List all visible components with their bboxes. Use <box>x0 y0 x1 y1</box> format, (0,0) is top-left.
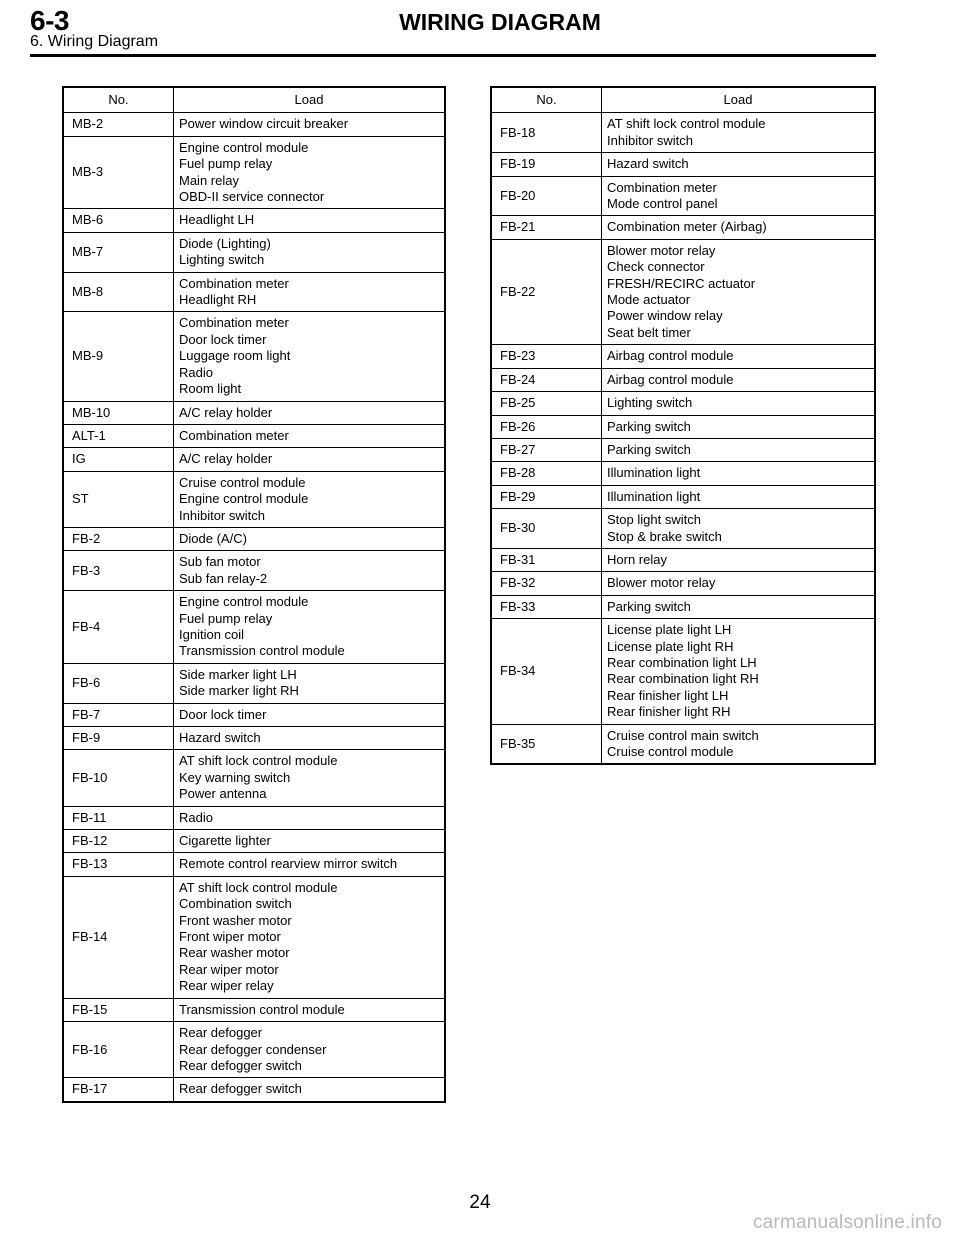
table-row <box>63 750 445 806</box>
fuse-number: FB-32 <box>491 572 602 595</box>
table-row <box>63 312 445 401</box>
fuse-number: FB-23 <box>491 345 602 368</box>
fuse-number: FB-18 <box>491 113 602 153</box>
load-list <box>602 216 876 239</box>
load-item: Combination meter <box>179 315 289 331</box>
table-row <box>63 998 445 1021</box>
fuse-number: FB-4 <box>63 591 174 664</box>
fuse-number: MB-10 <box>63 401 174 424</box>
load-item: Side marker light RH <box>179 683 299 699</box>
load-list <box>602 368 876 391</box>
load-item: Parking switch <box>607 418 691 434</box>
load-item: AT shift lock control module <box>179 753 338 769</box>
load-item: Power window relay <box>607 308 723 324</box>
load-item: Combination meter <box>179 275 289 291</box>
fuse-number: FB-27 <box>491 438 602 461</box>
load-item: Mode control panel <box>607 196 718 212</box>
section-subtitle: 6. Wiring Diagram <box>30 33 159 50</box>
load-item: OBD-II service connector <box>179 189 325 205</box>
load-item: Engine control module <box>179 594 309 610</box>
table-row <box>63 853 445 876</box>
fuse-number: MB-2 <box>63 113 174 136</box>
load-item: Combination meter <box>607 179 717 195</box>
fuse-number: FB-15 <box>63 998 174 1021</box>
load-item: Combination meter (Airbag) <box>607 219 767 235</box>
table-row <box>491 239 875 344</box>
table-row <box>491 415 875 438</box>
table-row <box>491 345 875 368</box>
load-list <box>602 462 876 485</box>
table-row <box>63 471 445 527</box>
fuse-number: FB-28 <box>491 462 602 485</box>
fuse-number: IG <box>63 448 174 471</box>
load-list <box>602 415 876 438</box>
fuse-number: FB-34 <box>491 619 602 724</box>
load-list <box>174 551 446 591</box>
fuse-number: FB-16 <box>63 1022 174 1078</box>
load-list <box>174 312 446 401</box>
load-item: Rear finisher light LH <box>607 687 729 703</box>
table-row <box>491 153 875 176</box>
load-item: Transmission control module <box>179 643 345 659</box>
fuse-number: FB-19 <box>491 153 602 176</box>
right-table-body <box>491 113 875 765</box>
load-item: License plate light RH <box>607 638 734 654</box>
load-item: Door lock timer <box>179 331 267 347</box>
load-list <box>174 272 446 312</box>
fuse-number: FB-6 <box>63 663 174 703</box>
load-list <box>602 619 876 724</box>
table-row <box>491 462 875 485</box>
load-item: Key warning switch <box>179 769 291 785</box>
table-header-row <box>63 87 445 113</box>
load-list <box>174 830 446 853</box>
load-item: Diode (Lighting) <box>179 235 271 251</box>
load-item: Door lock timer <box>179 706 267 722</box>
load-list <box>174 806 446 829</box>
load-item: Airbag control module <box>607 371 734 387</box>
column-header-load: Load <box>174 87 446 113</box>
load-item: Rear wiper motor <box>179 961 279 977</box>
load-list <box>174 136 446 209</box>
fuse-number: FB-24 <box>491 368 602 391</box>
load-item: Headlight LH <box>179 212 255 228</box>
load-item: Rear wiper relay <box>179 978 274 994</box>
load-item: License plate light LH <box>607 622 732 638</box>
fuse-number: MB-3 <box>63 136 174 209</box>
load-item: Rear washer motor <box>179 945 290 961</box>
load-item: Sub fan motor <box>179 554 261 570</box>
fuse-number: ALT-1 <box>63 424 174 447</box>
load-list <box>174 401 446 424</box>
table-row <box>63 806 445 829</box>
load-item: Stop light switch <box>607 512 701 528</box>
table-row <box>63 876 445 998</box>
load-item: Main relay <box>179 172 239 188</box>
table-row <box>63 232 445 272</box>
load-item: Mode actuator <box>607 292 691 308</box>
column-header-no: No. <box>63 87 174 113</box>
load-item: Side marker light LH <box>179 666 297 682</box>
table-row <box>63 703 445 726</box>
table-row <box>491 509 875 549</box>
load-item: Blower motor relay <box>607 242 716 258</box>
load-item: Hazard switch <box>179 730 261 745</box>
fuse-number: FB-14 <box>63 876 174 998</box>
load-list <box>174 1022 446 1078</box>
load-item: Cigarette lighter <box>179 833 271 849</box>
table-row <box>63 551 445 591</box>
load-item: AT shift lock control module <box>607 116 766 132</box>
fuse-number: MB-8 <box>63 272 174 312</box>
load-item: Parking switch <box>607 441 691 457</box>
load-item: Rear defogger condenser <box>179 1041 327 1057</box>
fuse-number: FB-30 <box>491 509 602 549</box>
load-item: Rear defogger switch <box>179 1081 302 1097</box>
load-item: Rear combination light RH <box>607 671 759 687</box>
section-code: 6-3 <box>30 5 69 36</box>
load-list <box>602 153 876 176</box>
table-row <box>491 176 875 216</box>
load-list <box>602 485 876 508</box>
load-list <box>174 113 446 136</box>
table-row <box>63 591 445 664</box>
load-item: Illumination light <box>607 465 701 481</box>
load-item: Cruise control main switch <box>607 727 759 743</box>
load-list <box>174 448 446 471</box>
load-list <box>174 527 446 550</box>
load-item: Stop & brake switch <box>607 528 722 544</box>
table-row <box>63 209 445 232</box>
load-item: Engine control module <box>179 139 309 155</box>
load-item: Power antenna <box>179 786 267 802</box>
table-row <box>63 1022 445 1078</box>
table-row <box>491 485 875 508</box>
load-list <box>602 509 876 549</box>
table-row <box>63 1078 445 1102</box>
load-item: Front washer motor <box>179 912 292 928</box>
fuse-number: FB-12 <box>63 830 174 853</box>
load-list <box>602 572 876 595</box>
load-list <box>602 239 876 344</box>
load-list <box>174 424 446 447</box>
load-item: Check connector <box>607 259 705 275</box>
fuse-number: MB-6 <box>63 209 174 232</box>
load-item: Illumination light <box>607 488 701 504</box>
load-item: Hazard switch <box>607 156 689 172</box>
load-list <box>174 750 446 806</box>
fuse-number: FB-22 <box>491 239 602 344</box>
right-load-table <box>490 86 876 765</box>
load-list <box>602 724 876 764</box>
load-list <box>174 876 446 998</box>
load-list <box>174 232 446 272</box>
load-item: Transmission control module <box>179 1001 345 1017</box>
load-list <box>174 853 446 876</box>
load-list <box>174 471 446 527</box>
fuse-number: MB-9 <box>63 312 174 401</box>
load-item: Rear defogger <box>179 1025 263 1041</box>
table-row <box>63 830 445 853</box>
load-item: Power window circuit breaker <box>179 116 349 132</box>
table-row <box>63 448 445 471</box>
fuse-number: ST <box>63 471 174 527</box>
load-item: Headlight RH <box>179 292 257 308</box>
load-list <box>174 209 446 232</box>
fuse-number: FB-13 <box>63 853 174 876</box>
load-item: Blower motor relay <box>607 575 716 591</box>
load-item: Ignition coil <box>179 626 245 642</box>
table-row <box>491 392 875 415</box>
table-row <box>491 113 875 153</box>
load-item: Room light <box>179 381 242 397</box>
fuse-number: FB-20 <box>491 176 602 216</box>
load-item: AT shift lock control module <box>179 879 338 895</box>
table-row <box>491 572 875 595</box>
left-load-table <box>62 86 446 1103</box>
load-item: Lighting switch <box>179 252 265 268</box>
load-list <box>174 703 446 726</box>
header-rule <box>30 54 876 57</box>
fuse-number: FB-31 <box>491 548 602 571</box>
load-item: Airbag control module <box>607 348 734 364</box>
load-list <box>174 663 446 703</box>
fuse-number: FB-7 <box>63 703 174 726</box>
load-item: Inhibitor switch <box>607 132 693 148</box>
fuse-number: FB-35 <box>491 724 602 764</box>
fuse-number: FB-33 <box>491 595 602 618</box>
table-row <box>491 595 875 618</box>
table-row <box>491 724 875 764</box>
load-item: Rear combination light LH <box>607 654 757 670</box>
load-list <box>174 1078 446 1102</box>
table-row <box>491 619 875 724</box>
load-item: Rear finisher light RH <box>607 704 731 720</box>
table-row <box>491 438 875 461</box>
page-title: WIRING DIAGRAM <box>399 9 601 35</box>
table-row <box>491 216 875 239</box>
table-row <box>63 272 445 312</box>
load-item: A/C relay holder <box>179 404 273 420</box>
load-item: Diode (A/C) <box>179 530 247 546</box>
column-header-load: Load <box>602 87 876 113</box>
load-item: Fuel pump relay <box>179 610 273 626</box>
load-item: Combination meter <box>179 427 289 443</box>
load-list <box>602 438 876 461</box>
load-item: Engine control module <box>179 491 309 507</box>
load-item: Parking switch <box>607 598 691 614</box>
table-row <box>63 727 445 750</box>
fuse-number: FB-29 <box>491 485 602 508</box>
load-item: Horn relay <box>607 551 667 567</box>
load-item: Lighting switch <box>607 395 693 411</box>
table-row <box>63 113 445 136</box>
load-item: Luggage room light <box>179 348 291 364</box>
load-list <box>602 176 876 216</box>
load-item: Combination switch <box>179 896 292 912</box>
fuse-number: FB-3 <box>63 551 174 591</box>
table-row <box>491 368 875 391</box>
column-header-no: No. <box>491 87 602 113</box>
load-list <box>602 595 876 618</box>
left-table-body <box>63 113 445 1102</box>
load-item: Fuel pump relay <box>179 156 273 172</box>
load-item: FRESH/RECIRC actuator <box>607 275 756 291</box>
load-item: Inhibitor switch <box>179 507 265 523</box>
table-row <box>63 663 445 703</box>
table-row <box>63 424 445 447</box>
load-item: Radio <box>179 364 213 380</box>
load-list <box>602 392 876 415</box>
table-row <box>63 136 445 209</box>
fuse-number: MB-7 <box>63 232 174 272</box>
fuse-number: FB-25 <box>491 392 602 415</box>
fuse-number: FB-10 <box>63 750 174 806</box>
load-list <box>174 998 446 1021</box>
page-number: 24 <box>469 1192 491 1213</box>
load-item: Front wiper motor <box>179 929 281 945</box>
table-row <box>63 401 445 424</box>
load-list <box>602 345 876 368</box>
load-item: Seat belt timer <box>607 324 691 340</box>
load-item: Radio <box>179 809 213 825</box>
fuse-number: FB-9 <box>63 727 174 750</box>
load-list <box>602 113 876 153</box>
table-header-row <box>491 87 875 113</box>
load-item: A/C relay holder <box>179 451 273 467</box>
fuse-number: FB-26 <box>491 415 602 438</box>
load-item: Sub fan relay-2 <box>179 570 268 586</box>
load-item: Cruise control module <box>607 744 734 759</box>
fuse-number: FB-17 <box>63 1078 174 1102</box>
load-list <box>602 548 876 571</box>
load-list <box>174 591 446 664</box>
watermark: carmanualsonline.info <box>752 1212 942 1233</box>
table-row <box>491 548 875 571</box>
fuse-number: FB-2 <box>63 527 174 550</box>
load-item: Cruise control module <box>179 474 306 490</box>
fuse-number: FB-11 <box>63 806 174 829</box>
fuse-number: FB-21 <box>491 216 602 239</box>
table-row <box>63 527 445 550</box>
load-item: Remote control rearview mirror switch <box>179 856 398 872</box>
load-item: Rear defogger switch <box>179 1057 302 1073</box>
load-list <box>174 727 446 750</box>
